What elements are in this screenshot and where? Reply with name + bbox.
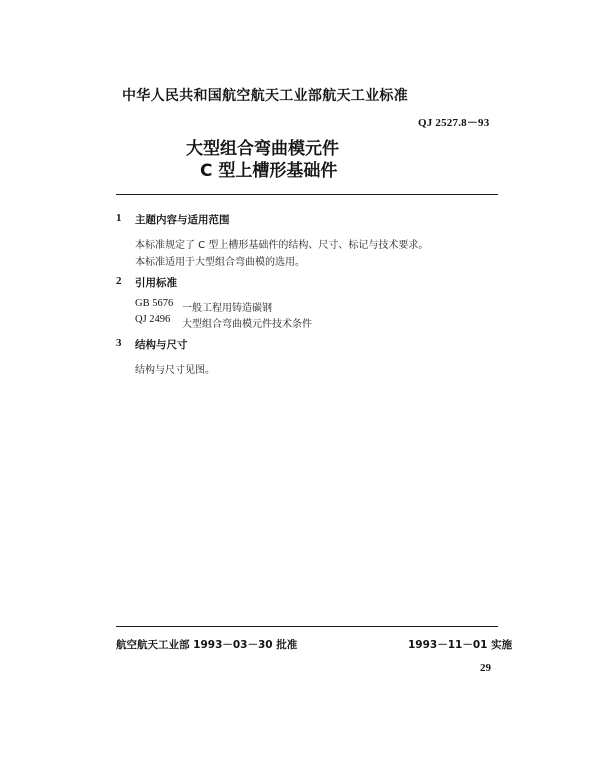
standard-number: QJ 2527.8－93 (418, 117, 490, 129)
reference-1-code: GB 5676 (135, 298, 174, 309)
document-title-line-2: C 型上槽形基础件 (200, 161, 338, 181)
implementation-date: 1993－11－01 实施 (408, 639, 513, 651)
section-3-title: 结构与尺寸 (135, 339, 188, 351)
approval-line: 航空航天工业部 1993－03－30 批准 (116, 639, 298, 651)
reference-1-name: 一般工程用铸造碳钢 (182, 303, 272, 314)
section-1-number: 1 (116, 212, 122, 224)
footer-divider (116, 626, 498, 627)
reference-2-name: 大型组合弯曲模元件技术条件 (182, 319, 312, 330)
section-3-paragraph-1: 结构与尺寸见图。 (135, 365, 215, 376)
document-title-line-1: 大型组合弯曲模元件 (186, 139, 339, 159)
reference-2-code: QJ 2496 (135, 314, 171, 325)
section-2-title: 引用标准 (135, 277, 177, 289)
issuing-authority: 中华人民共和国航空航天工业部航天工业标准 (122, 88, 408, 104)
section-1-title: 主题内容与适用范围 (135, 214, 230, 226)
page-number: 29 (480, 662, 491, 674)
section-2-number: 2 (116, 275, 122, 287)
section-1-paragraph-1: 本标准规定了 C 型上槽形基础件的结构、尺寸、标记与技术要求。 (135, 240, 429, 251)
section-3-number: 3 (116, 337, 122, 349)
header-divider (116, 194, 498, 195)
section-1-paragraph-2: 本标准适用于大型组合弯曲模的选用。 (135, 257, 305, 268)
